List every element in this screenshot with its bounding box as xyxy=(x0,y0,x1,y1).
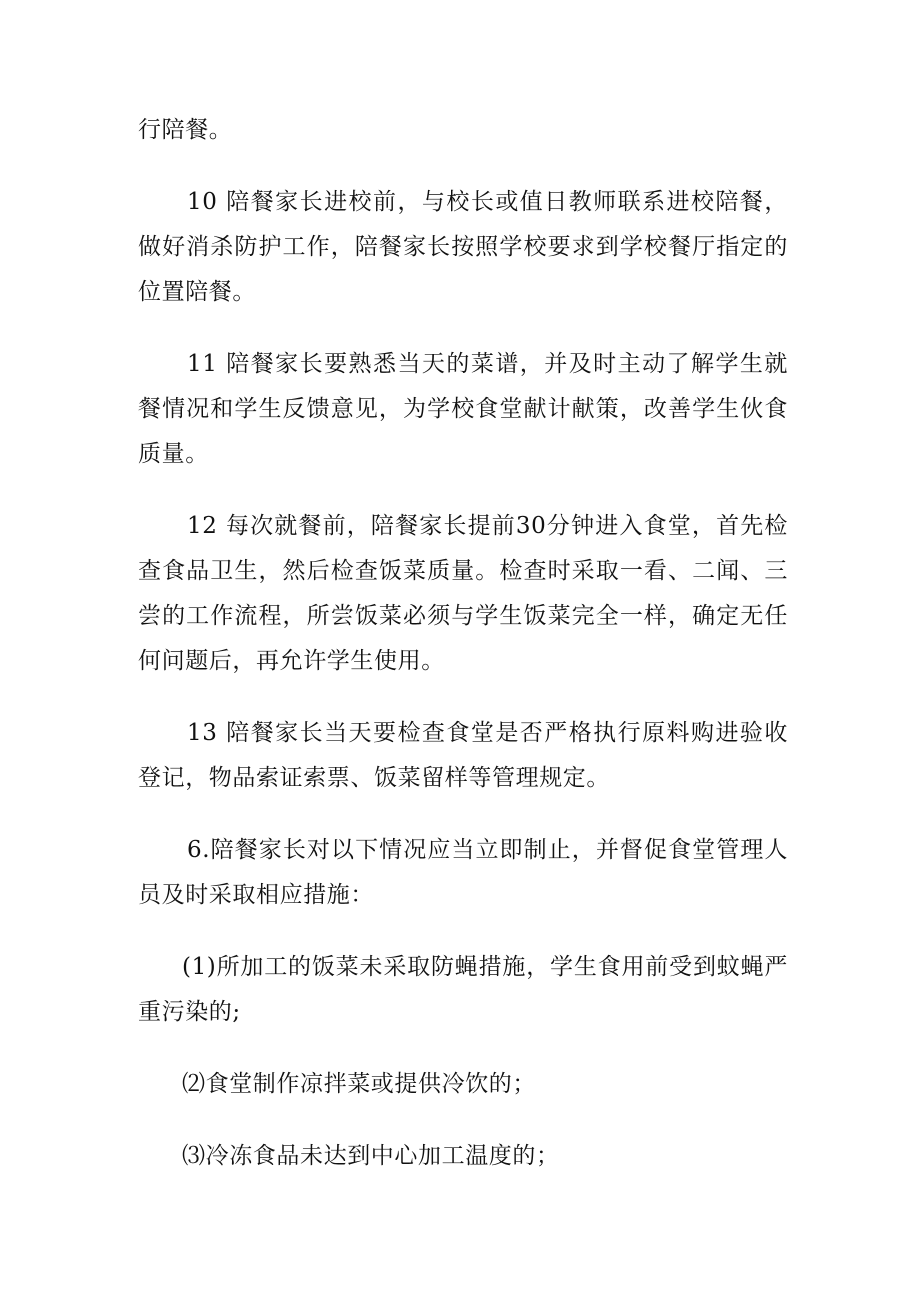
paragraph-item-11: 11 陪餐家长要熟悉当天的菜谱，并及时主动了解学生就餐情况和学生反馈意见，为学校食堂献计献策，改善学生伙食质量。 xyxy=(138,351,788,467)
paragraph-item-13: 13 陪餐家长当天要检查食堂是否严格执行原料购进验收登记，物品索证索票、饭菜留样等管理规定。 xyxy=(138,720,788,791)
paragraph-item-12: 12 每次就餐前，陪餐家长提前30分钟进入食堂，首先检查食品卫生，然后检查饭菜质量。检查时采取一看、二闻、三尝的工作流程，所尝饭菜必须与学生饭菜完全一样，确定无任何问题后，再允许学生使用。 xyxy=(138,513,788,674)
sub-item-3: ⑶冷冻食品未达到中心加工温度的； xyxy=(182,1143,560,1169)
paragraph-item-10: 10 陪餐家长进校前，与校长或值日教师联系进校陪餐，做好消杀防护工作，陪餐家长按照学校要求到学校餐厅指定的位置陪餐。 xyxy=(138,189,788,305)
paragraph-item-6: 6.陪餐家长对以下情况应当立即制止，并督促食堂管理人员及时采取相应措施： xyxy=(138,837,788,908)
paragraph-continuation: 行陪餐。 xyxy=(138,117,233,143)
document-body xyxy=(138,108,788,1206)
sub-item-1: (1)所加工的饭菜未采取防蝇措施，学生食用前受到蚊蝇严重污染的; xyxy=(138,954,788,1025)
sub-item-2: ⑵食堂制作凉拌菜或提供冷饮的； xyxy=(182,1071,536,1097)
